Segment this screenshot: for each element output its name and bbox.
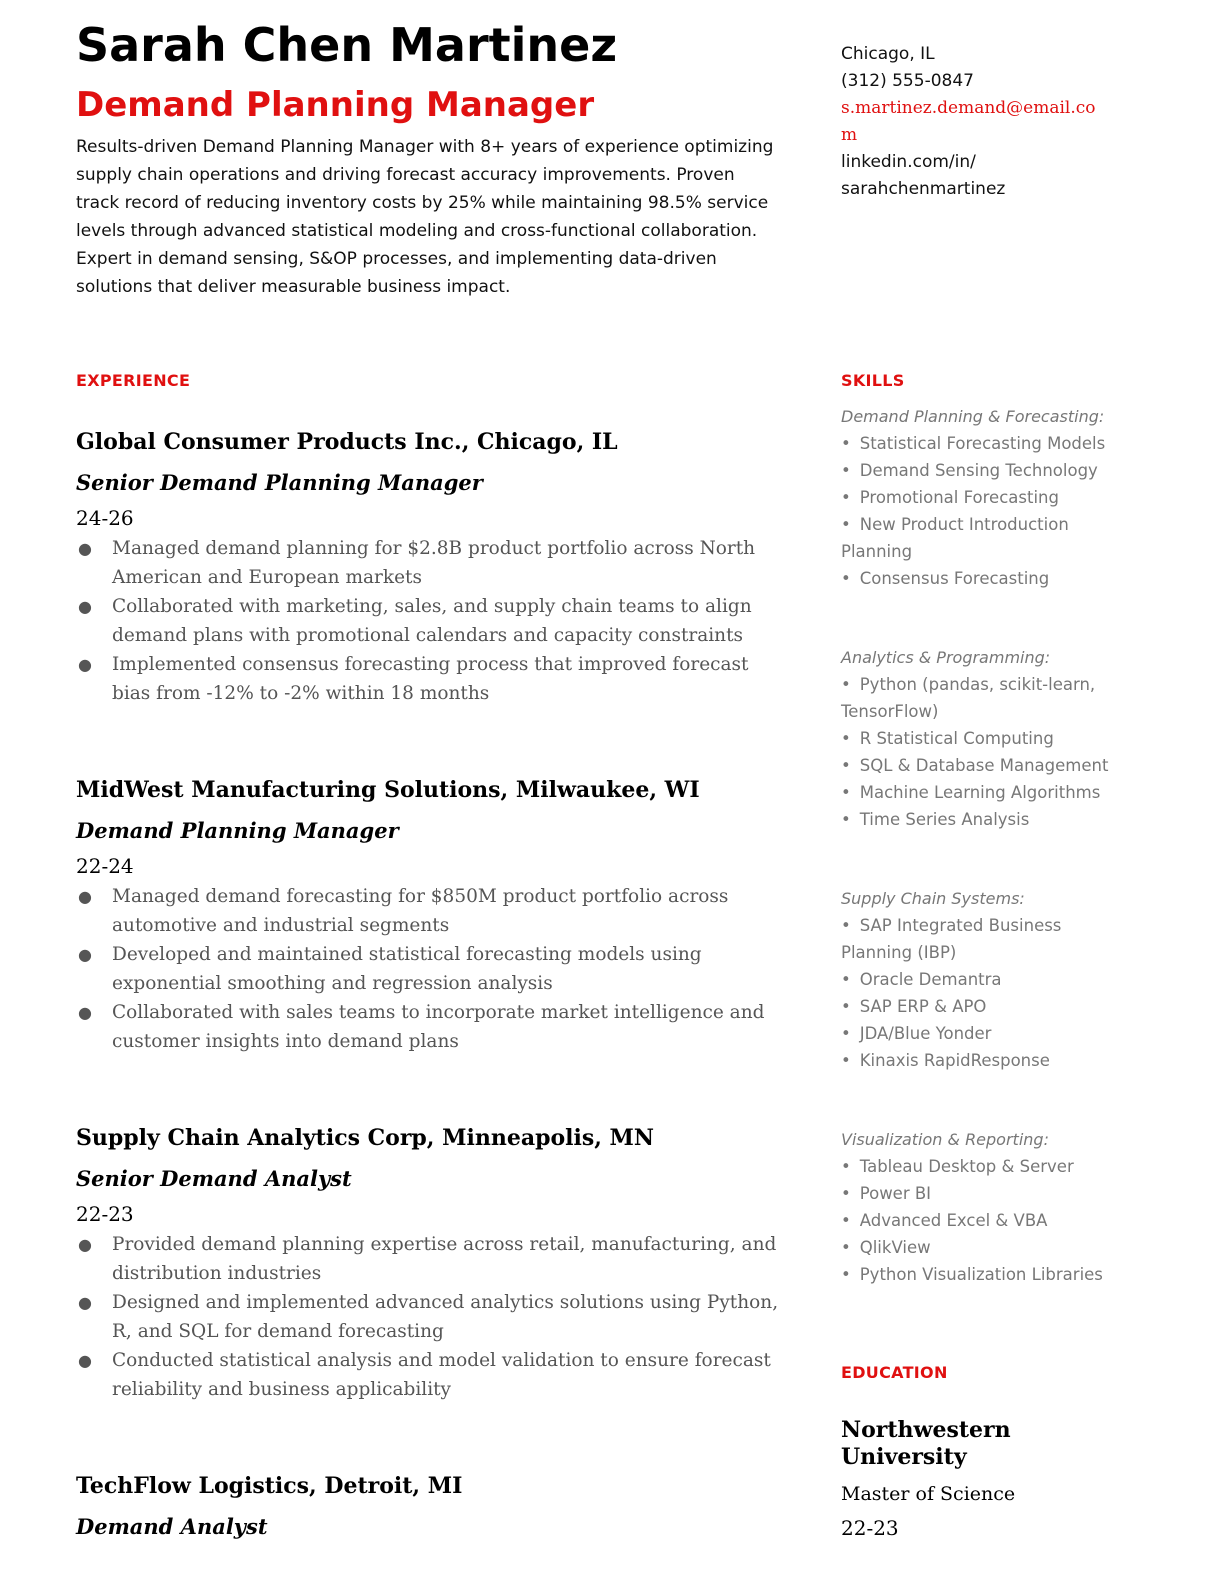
bullet-icon: •	[841, 1238, 851, 1257]
skill-item: • Demand Sensing Technology	[841, 461, 1098, 480]
bullet-icon: •	[841, 916, 851, 935]
skill-group	[841, 885, 1111, 1074]
bullet-icon: ●	[78, 1235, 92, 1254]
skill-group	[841, 644, 1111, 833]
job-bullets	[76, 882, 788, 1056]
skill-item: • Python Visualization Libraries	[841, 1265, 1103, 1284]
job-entry	[76, 1471, 788, 1542]
bullet-icon: •	[841, 515, 851, 534]
job-bullet	[76, 1288, 788, 1346]
skill-item: • Promotional Forecasting	[841, 488, 1059, 507]
bullet-text: Managed demand forecasting for $850M product portfolio across automotive and industrial segments	[112, 886, 729, 936]
skill-category: Demand Planning & Forecasting:	[841, 407, 1105, 426]
skill-item: • Python (pandas, scikit-learn, TensorFlow)	[841, 675, 1096, 721]
bullet-icon: •	[841, 434, 851, 453]
bullet-icon: •	[841, 1051, 851, 1070]
bullet-icon: •	[841, 569, 851, 588]
job-role: Senior Demand Planning Manager	[76, 470, 483, 495]
professional-summary: Results-driven Demand Planning Manager with 8+ years of experience optimizing supply chain operations and driving forecast accuracy improvements. Proven track record of reducing inventory costs by 25% while maintaining 98.5% service levels through advanced statistical modeling and cross-functional collaboration. Expert in demand sensing, S&OP processes, and implementing data-driven solutions that deliver measurable business impact.	[76, 137, 774, 297]
bullet-icon: ●	[78, 597, 92, 616]
skill-category: Analytics & Programming:	[841, 648, 1051, 667]
job-entry	[76, 427, 788, 708]
job-bullets	[76, 534, 788, 708]
education-degree: Master of Science	[841, 1483, 1016, 1505]
skill-group	[841, 1126, 1111, 1288]
skill-item: • R Statistical Computing	[841, 729, 1054, 748]
bullet-icon: ●	[78, 1003, 92, 1022]
bullet-icon: •	[841, 461, 851, 480]
contact-phone: (312) 555-0847	[841, 71, 974, 91]
job-bullet	[76, 882, 788, 940]
bullet-icon: ●	[78, 1293, 92, 1312]
bullet-text: Collaborated with marketing, sales, and supply chain teams to align demand plans with promotional calendars and capacity constraints	[112, 596, 752, 646]
bullet-icon: ●	[78, 887, 92, 906]
job-bullet	[76, 998, 788, 1056]
bullet-text: Provided demand planning expertise across retail, manufacturing, and distribution industries	[112, 1234, 777, 1284]
education-school: Northwestern University	[841, 1417, 1011, 1470]
skill-item: • Machine Learning Algorithms	[841, 783, 1101, 802]
skill-item: • Tableau Desktop & Server	[841, 1157, 1074, 1176]
job-bullet	[76, 650, 788, 708]
skill-item: • Power BI	[841, 1184, 932, 1203]
education-heading: EDUCATION	[841, 1363, 948, 1382]
candidate-title: Demand Planning Manager	[76, 85, 595, 125]
job-dates: 22-23	[76, 1202, 134, 1226]
bullet-icon: •	[841, 810, 851, 829]
experience-heading: EXPERIENCE	[76, 371, 191, 390]
bullet-icon: •	[841, 675, 851, 694]
skill-list	[841, 1153, 1111, 1288]
job-bullet	[76, 534, 788, 592]
job-role: Demand Planning Manager	[76, 818, 399, 843]
job-bullet	[76, 940, 788, 998]
bullet-icon: ●	[78, 1351, 92, 1370]
contact-info	[841, 41, 1111, 203]
bullet-icon: •	[841, 783, 851, 802]
skill-item: • New Product Introduction Planning	[841, 515, 1069, 561]
bullet-icon: •	[841, 1211, 851, 1230]
skill-item: • SAP Integrated Business Planning (IBP)	[841, 916, 1062, 962]
bullet-icon: •	[841, 729, 851, 748]
skill-category: Visualization & Reporting:	[841, 1130, 1049, 1149]
skill-item: • JDA/Blue Yonder	[841, 1024, 992, 1043]
bullet-icon: •	[841, 1265, 851, 1284]
skill-list	[841, 671, 1111, 833]
linkedin-line-2: sarahchenmartinez	[841, 179, 1006, 199]
job-role: Demand Analyst	[76, 1514, 268, 1539]
linkedin-line-1: linkedin.com/in/	[841, 152, 976, 172]
bullet-text: Conducted statistical analysis and model validation to ensure forecast reliability and business applicability	[112, 1350, 771, 1400]
contact-email-link[interactable]: s.martinez.demand@email.com	[841, 98, 1096, 145]
bullet-text: Collaborated with sales teams to incorporate market intelligence and customer insights into demand plans	[112, 1002, 765, 1052]
candidate-name: Sarah Chen Martinez	[76, 18, 618, 72]
skill-item: • SAP ERP & APO	[841, 997, 987, 1016]
bullet-icon: ●	[78, 945, 92, 964]
bullet-icon: •	[841, 756, 851, 775]
job-bullet	[76, 592, 788, 650]
skill-item: • SQL & Database Management	[841, 756, 1109, 775]
bullet-icon: ●	[78, 655, 92, 674]
bullet-icon: ●	[78, 539, 92, 558]
job-company: Supply Chain Analytics Corp, Minneapolis, MN	[76, 1125, 655, 1151]
bullet-text: Developed and maintained statistical forecasting models using exponential smoothing and regression analysis	[112, 944, 702, 994]
job-dates: 24-26	[76, 506, 134, 530]
job-bullets	[76, 1230, 788, 1404]
job-role: Senior Demand Analyst	[76, 1166, 352, 1191]
bullet-icon: •	[841, 1024, 851, 1043]
bullet-icon: •	[841, 488, 851, 507]
bullet-text: Designed and implemented advanced analytics solutions using Python, R, and SQL for demand forecasting	[112, 1292, 779, 1342]
contact-location: Chicago, IL	[841, 44, 935, 64]
bullet-text: Implemented consensus forecasting process that improved forecast bias from -12% to -2% within 18 months	[112, 654, 749, 704]
bullet-text: Managed demand planning for $2.8B product portfolio across North American and European markets	[112, 538, 756, 588]
bullet-icon: •	[841, 970, 851, 989]
job-company: MidWest Manufacturing Solutions, Milwaukee, WI	[76, 777, 700, 803]
job-bullet	[76, 1230, 788, 1288]
skill-item: • Advanced Excel & VBA	[841, 1211, 1048, 1230]
skill-item: • Oracle Demantra	[841, 970, 1002, 989]
job-company: TechFlow Logistics, Detroit, MI	[76, 1473, 463, 1499]
skill-item: • Time Series Analysis	[841, 810, 1030, 829]
job-bullet	[76, 1346, 788, 1404]
bullet-icon: •	[841, 997, 851, 1016]
skill-item: • QlikView	[841, 1238, 931, 1257]
skills-heading: SKILLS	[841, 371, 905, 390]
skill-category: Supply Chain Systems:	[841, 889, 1025, 908]
education-dates: 22-23	[841, 1516, 899, 1540]
job-dates: 22-24	[76, 854, 134, 878]
job-entry	[76, 1123, 788, 1404]
skill-item: • Statistical Forecasting Models	[841, 434, 1106, 453]
skill-item: • Consensus Forecasting	[841, 569, 1050, 588]
job-entry	[76, 775, 788, 1056]
skill-group	[841, 403, 1111, 592]
skill-list	[841, 912, 1111, 1074]
skill-list	[841, 430, 1111, 592]
bullet-icon: •	[841, 1184, 851, 1203]
bullet-icon: •	[841, 1157, 851, 1176]
skill-item: • Kinaxis RapidResponse	[841, 1051, 1050, 1070]
contact-linkedin[interactable]	[841, 149, 1111, 203]
job-company: Global Consumer Products Inc., Chicago, IL	[76, 429, 618, 455]
education-entry	[841, 1417, 1111, 1542]
